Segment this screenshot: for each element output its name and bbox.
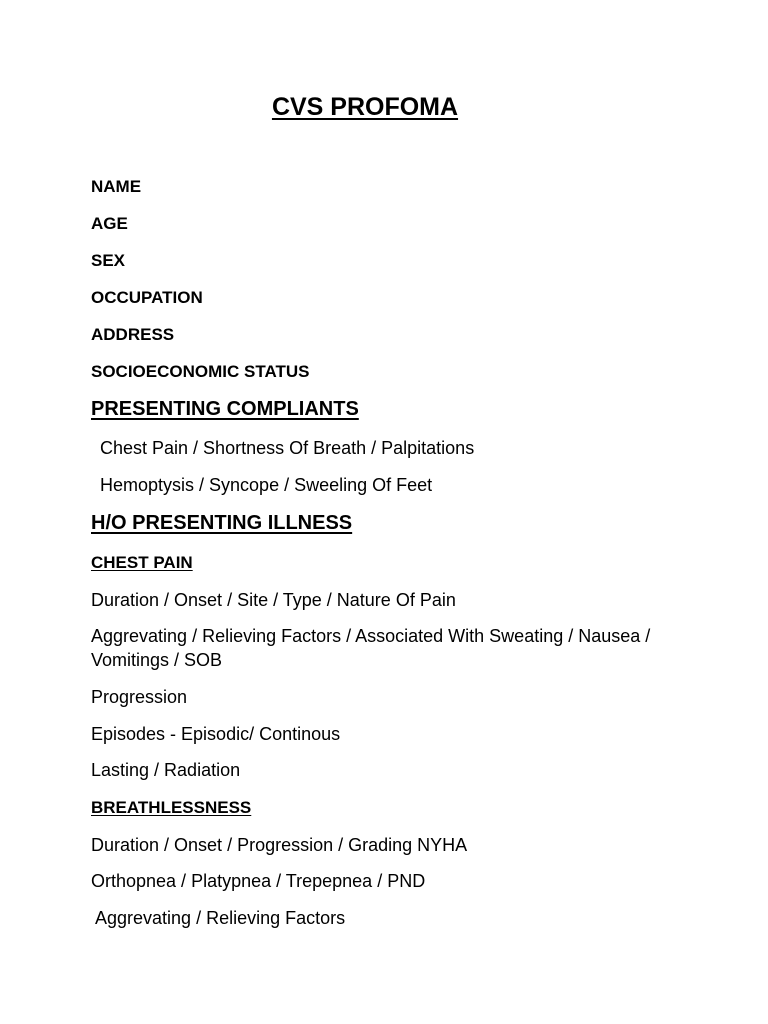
breathlessness-line-1: Duration / Onset / Progression / Grading NYHA	[91, 835, 468, 855]
chest-pain-line-2: Aggrevating / Relieving Factors / Associated With Sweating / Nausea / Vomitings / SOB	[91, 626, 651, 670]
chest-pain-line-1: Duration / Onset / Site / Type / Nature Of Pain	[91, 590, 456, 610]
complaints-line-1: Chest Pain / Shortness Of Breath / Palpitations	[100, 438, 475, 458]
section-heading-presenting-complaints: PRESENTING COMPLIANTS	[91, 398, 359, 420]
field-name: NAME	[91, 177, 142, 196]
page-title: CVS PROFOMA	[271, 93, 459, 121]
chest-pain-line-3: Progression	[91, 687, 188, 707]
subheading-chest-pain: CHEST PAIN	[91, 553, 193, 572]
field-address: ADDRESS	[91, 325, 175, 344]
field-occupation: OCCUPATION	[91, 288, 203, 307]
subheading-breathlessness: BREATHLESSNESS	[91, 798, 252, 817]
breathlessness-line-3: Aggrevating / Relieving Factors	[95, 908, 346, 928]
section-heading-presenting-illness: H/O PRESENTING ILLNESS	[91, 512, 353, 534]
chest-pain-line-5: Lasting / Radiation	[91, 760, 241, 780]
field-socioeconomic-status: SOCIOECONOMIC STATUS	[91, 362, 310, 381]
chest-pain-line-4: Episodes - Episodic/ Continous	[91, 724, 341, 744]
field-age: AGE	[91, 214, 128, 233]
breathlessness-line-2: Orthopnea / Platypnea / Trepepnea / PND	[91, 871, 426, 891]
complaints-line-2: Hemoptysis / Syncope / Sweeling Of Feet	[100, 475, 433, 495]
field-sex: SEX	[91, 251, 126, 270]
